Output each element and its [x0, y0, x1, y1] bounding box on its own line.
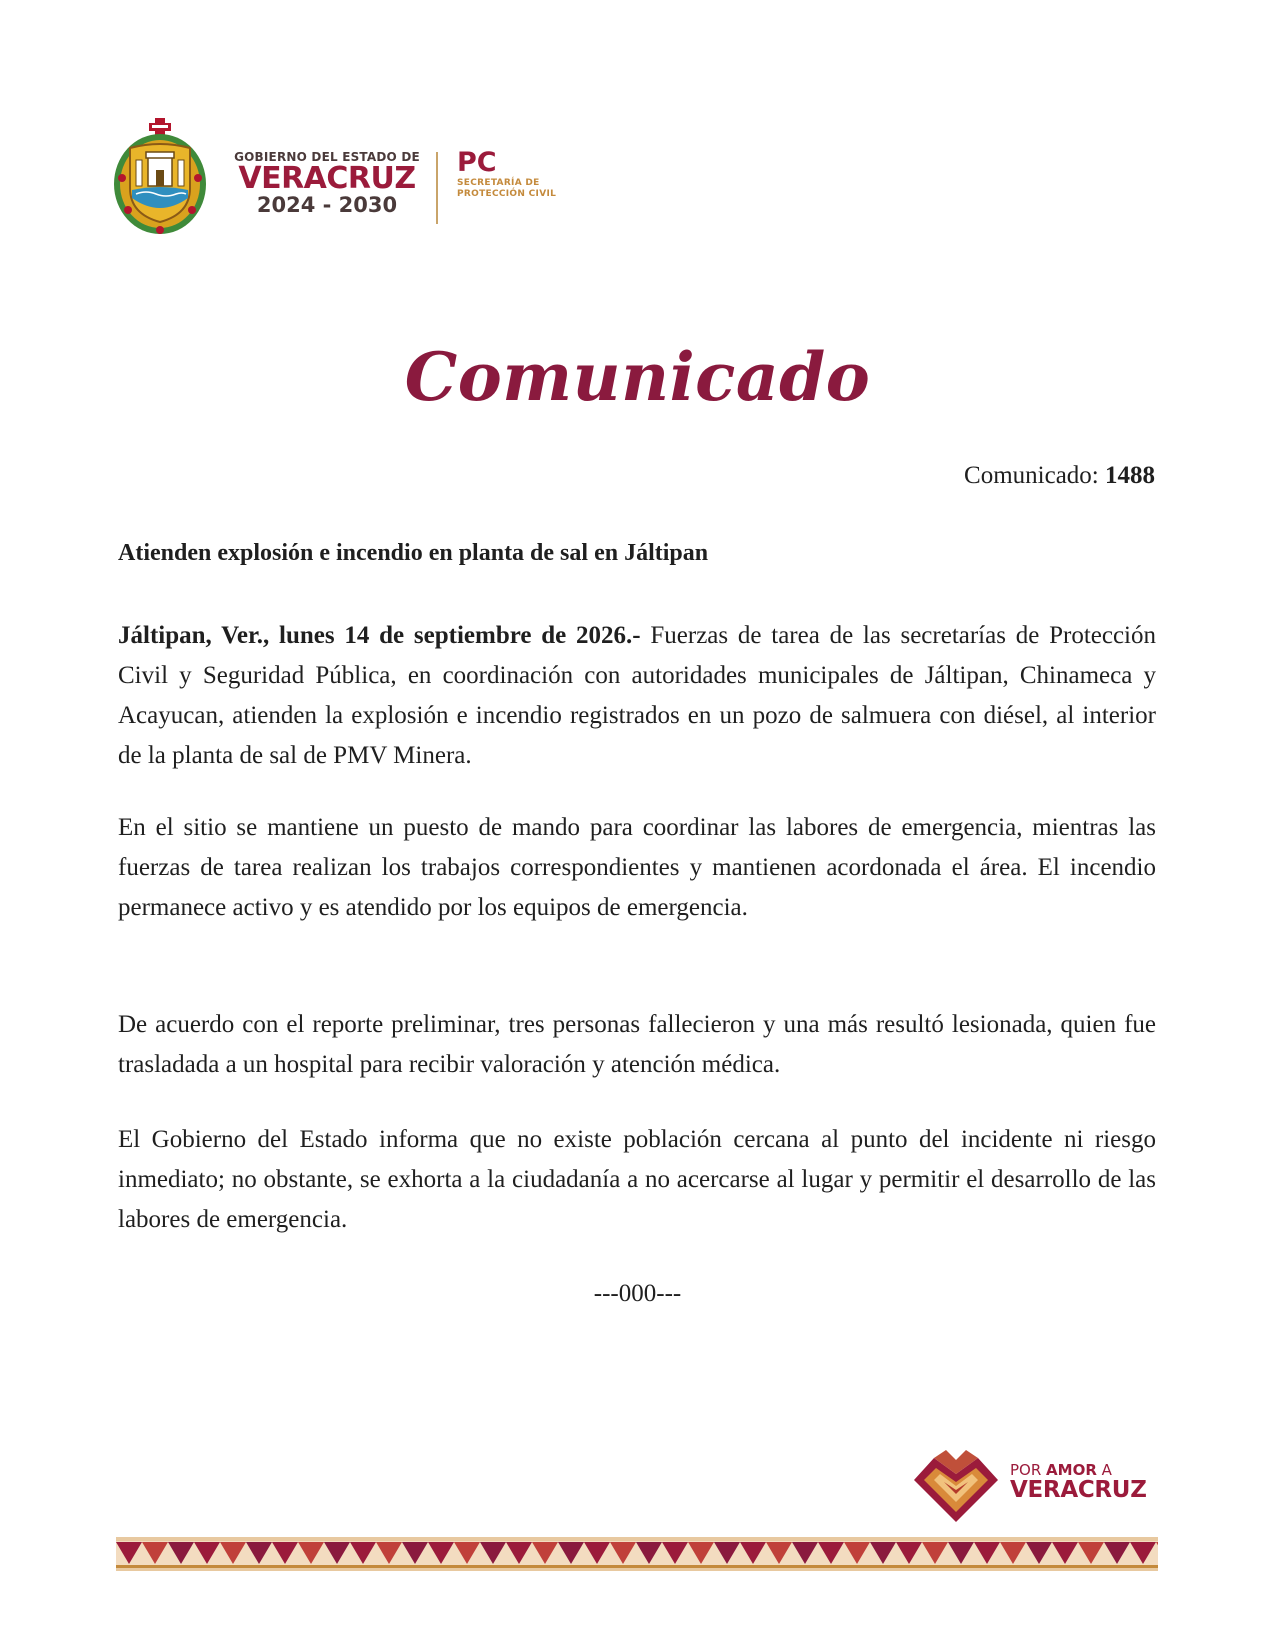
header-divider: [436, 152, 438, 224]
decorative-footer-band: [116, 1537, 1158, 1573]
slogan-emphasis: AMOR: [1046, 1461, 1097, 1479]
footer-logo: [910, 1440, 1160, 1530]
headline: Atienden explosión e incendio en planta de sal en Jáltipan: [118, 540, 709, 566]
state-name: VERACRUZ: [238, 161, 416, 196]
pc-secretariat-label: SECRETARÍA DE: [457, 178, 540, 188]
paragraph-3: De acuerdo con el reporte preliminar, tres personas fallecieron y una más resultó lesionada, quien fue trasladada a un hospital para recibir valoración y atención médica.: [118, 1011, 1156, 1078]
document-header: [112, 118, 582, 238]
closing-mark: ---000---: [593, 1280, 682, 1307]
footer-slogan: [1010, 1462, 1147, 1502]
pc-abbreviation: PC: [457, 147, 497, 178]
slogan-line-2: VERACRUZ: [1010, 1477, 1147, 1503]
communique-number: [964, 462, 1155, 490]
page-title: Comunicado: [404, 338, 871, 416]
paragraph-1-text: Fuerzas de tarea de las secretarías de Protección Civil y Seguridad Pública, en coordinación con autoridades municipales de Jáltipan, Chinameca y Acayucan, atienden la explosión e incendio registrados en un pozo de salmuera con diésel, al interior de la planta de sal de PMV Minera.: [118, 622, 1156, 769]
paragraph-1: [118, 616, 1156, 776]
paragraph-4: El Gobierno del Estado informa que no existe población cercana al punto del incidente ni riesgo inmediato; no obstante, se exhorta a la ciudadanía a no acercarse al lugar y permitir el desarrollo de las labores de emergencia.: [118, 1126, 1156, 1233]
government-label: GOBIERNO DEL ESTADO DE: [234, 150, 420, 164]
slogan-suffix: A: [1096, 1461, 1112, 1479]
civil-protection-wordmark: [457, 148, 567, 200]
slogan-line-1: [1010, 1462, 1147, 1478]
government-wordmark: [232, 150, 422, 216]
pc-secretariat-name: PROTECCIÓN CIVIL: [457, 189, 557, 199]
por-amor-heart-icon: [910, 1440, 1002, 1524]
slogan-prefix: POR: [1010, 1461, 1047, 1479]
dateline: Jáltipan, Ver., lunes 14 de septiembre de 2026.-: [118, 622, 641, 649]
communique-number-label: Comunicado:: [964, 462, 1099, 489]
communique-number-value: 1488: [1105, 462, 1155, 489]
veracruz-coat-of-arms-icon: [112, 118, 208, 236]
administration-period: 2024 - 2030: [256, 193, 398, 217]
paragraph-2: En el sitio se mantiene un puesto de mando para coordinar las labores de emergencia, mientras las fuerzas de tarea realizan los trabajos correspondientes y mantienen acordonada el área. El incendio permanece activo y es atendido por los equipos de emergencia.: [118, 814, 1156, 921]
